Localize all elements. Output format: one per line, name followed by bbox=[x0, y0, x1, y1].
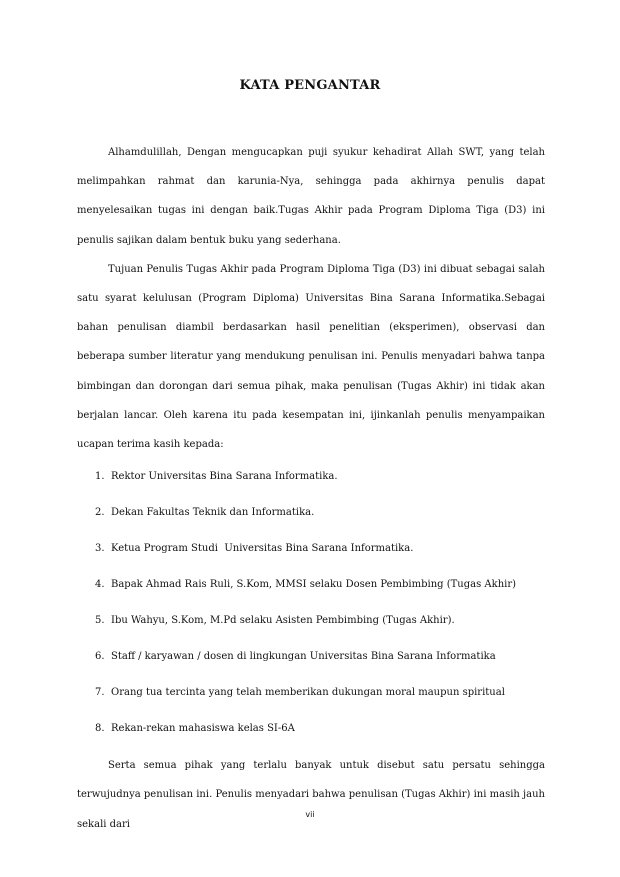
list-item bbox=[77, 567, 545, 603]
list-item-number: 6. bbox=[95, 651, 105, 663]
list-item-number: 7. bbox=[95, 687, 105, 699]
list-item bbox=[77, 459, 545, 495]
page-title: KATA PENGANTAR bbox=[239, 78, 381, 93]
list-item-text: Orang tua tercinta yang telah memberikan dukungan moral maupun spiritual bbox=[111, 687, 505, 699]
list-item bbox=[77, 675, 545, 711]
list-item bbox=[77, 531, 545, 567]
list-item-text: Bapak Ahmad Rais Ruli, S.Kom, MMSI selaku Dosen Pembimbing (Tugas Akhir) bbox=[111, 579, 517, 591]
list-item-number: 3. bbox=[95, 543, 105, 555]
intro-paragraph: Alhamdulillah, Dengan mengucapkan puji syukur kehadirat Allah SWT, yang telah melimpahkan rahmat dan karunia-Nya, sehingga pada akhirnya penulis dapat menyelesaikan tugas ini dengan baik.Tugas Akhir pada Program Diploma Tiga (D3) ini penulis sajikan dalam bentuk buku yang sederhana. bbox=[77, 147, 545, 246]
list-item-text: Ketua Program Studi Universitas Bina Sarana Informatika. bbox=[111, 543, 414, 555]
list-item-text: Ibu Wahyu, S.Kom, M.Pd selaku Asisten Pembimbing (Tugas Akhir). bbox=[111, 615, 455, 627]
list-item bbox=[77, 495, 545, 531]
acknowledgement-list bbox=[77, 459, 545, 747]
closing-paragraph: Serta semua pihak yang terlalu banyak untuk disebut satu persatu sehingga terwujudnya penulisan ini. Penulis menyadari bahwa penulisan (Tugas Akhir) ini masih jauh sekali dari bbox=[77, 760, 545, 830]
list-item-number: 1. bbox=[95, 471, 105, 483]
list-item bbox=[77, 639, 545, 675]
purpose-paragraph: Tujuan Penulis Tugas Akhir pada Program Diploma Tiga (D3) ini dibuat sebagai salah satu syarat kelulusan (Program Diploma) Universitas Bina Sarana Informatika.Sebagai bahan penulisan diambil berdasarkan hasil penelitian (eksperimen), observasi dan beberapa sumber literatur yang mendukung penulisan ini. Penulis menyadari bahwa tanpa bimbingan dan dorongan dari semua pihak, maka penulisan (Tugas Akhir) ini tidak akan berjalan lancar. Oleh karena itu pada kesempatan ini, ijinkanlah penulis menyampaikan ucapan terima kasih kepada: bbox=[77, 263, 545, 451]
document-body bbox=[77, 138, 545, 839]
list-item-number: 8. bbox=[95, 723, 105, 735]
list-item bbox=[77, 603, 545, 639]
page-number: vii bbox=[305, 810, 315, 819]
list-item-text: Dekan Fakultas Teknik dan Informatika. bbox=[111, 507, 315, 519]
list-item-number: 2. bbox=[95, 507, 105, 519]
list-item-text: Rekan-rekan mahasiswa kelas SI-6A bbox=[111, 723, 295, 735]
list-item-text: Rektor Universitas Bina Sarana Informatika. bbox=[111, 471, 338, 483]
list-item-number: 4. bbox=[95, 579, 105, 591]
list-item-number: 5. bbox=[95, 615, 105, 627]
list-item-text: Staff / karyawan / dosen di lingkungan Universitas Bina Sarana Informatika bbox=[111, 651, 496, 663]
list-item bbox=[77, 711, 545, 747]
